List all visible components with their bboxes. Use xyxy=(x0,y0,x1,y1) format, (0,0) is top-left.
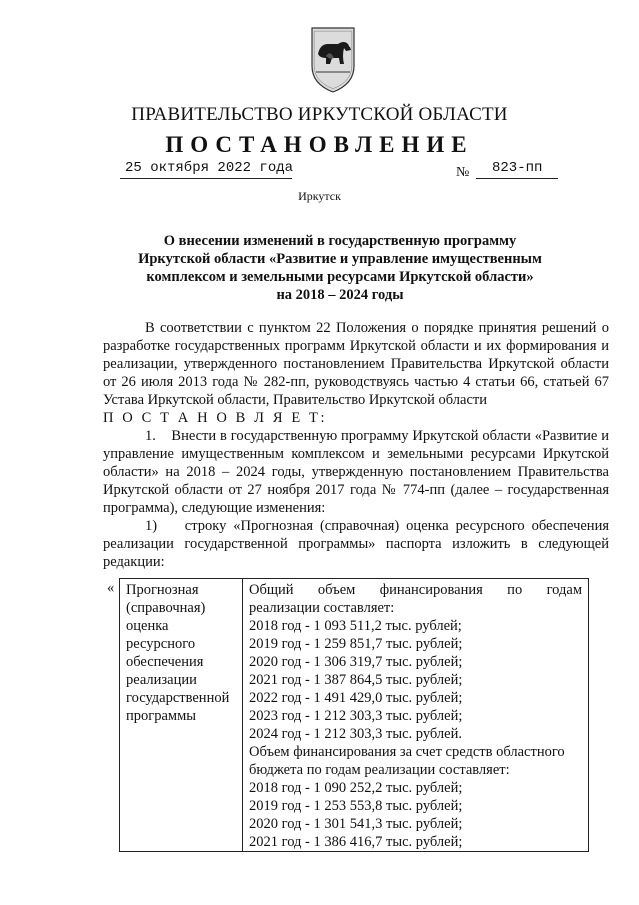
total-funding-row: 2023 год - 1 212 303,3 тыс. рублей; xyxy=(249,708,463,724)
passport-table xyxy=(119,578,589,852)
total-funding-row: 2021 год - 1 387 864,5 тыс. рублей; xyxy=(249,672,463,688)
heading-line: на 2018 – 2024 годы xyxy=(276,287,404,303)
number-sign: № xyxy=(456,165,470,180)
item-1-paragraph: 1. Внести в государственную программу Иркутской области «Развитие и управление имущественным комплексом и земельными ресурсами Иркутской области» на 2018 – 2024 годы, утвержденную постановлением Правительства Иркутской области от 27 ноября 2017 года № 774-пп (далее – государственная программа), следующие изменения: xyxy=(103,428,609,516)
total-funding-row: 2020 год - 1 306 319,7 тыс. рублей; xyxy=(249,654,463,670)
heading-line: комплексом и земельными ресурсами Иркутской области» xyxy=(146,269,534,285)
open-quote: « xyxy=(107,580,115,596)
coat-of-arms-icon xyxy=(304,14,362,94)
total-funding-row: 2018 год - 1 093 511,2 тыс. рублей; xyxy=(249,618,462,634)
label-line: ресурсного xyxy=(126,636,196,652)
total-funding-row: 2024 год - 1 212 303,3 тыс. рублей. xyxy=(249,726,462,742)
regional-funding-row: 2021 год - 1 386 416,7 тыс. рублей; xyxy=(249,834,463,850)
total-funding-row: 2019 год - 1 259 851,7 тыс. рублей; xyxy=(249,636,463,652)
regional-funding-row: 2019 год - 1 253 553,8 тыс. рублей; xyxy=(249,798,463,814)
city-name: Иркутск xyxy=(298,189,341,203)
date-underline xyxy=(120,178,292,179)
total-funding-heading-cont: реализации составляет: xyxy=(249,600,395,616)
label-line: (справочная) xyxy=(126,600,206,616)
decree-word: П О С Т А Н О В Л Я Е Т: xyxy=(103,410,328,426)
heading-line: О внесении изменений в государственную программу xyxy=(163,233,517,249)
label-line: обеспечения xyxy=(126,654,204,670)
label-line: программы xyxy=(126,708,196,724)
regional-funding-row: 2018 год - 1 090 252,2 тыс. рублей; xyxy=(249,780,463,796)
row-value-cell xyxy=(243,579,589,852)
regional-funding-heading-cont: бюджета по годам реализации составляет: xyxy=(249,762,510,778)
document-date: 25 октября 2022 года xyxy=(125,160,294,176)
regional-funding-heading: Объем финансирования за счет средств областного xyxy=(249,744,565,760)
document-type: ПОСТАНОВЛЕНИЕ xyxy=(165,132,474,157)
document-heading xyxy=(120,232,560,304)
total-funding-heading: Общий объем финансирования по годам xyxy=(249,582,582,598)
item-1-1-paragraph: 1) строку «Прогнозная (справочная) оценка ресурсного обеспечения реализации государственной программы» паспорта изложить в следующей редакции: xyxy=(103,518,609,570)
label-line: реализации xyxy=(126,672,197,688)
preamble-paragraph: В соответствии с пунктом 22 Положения о порядке принятия решений о разработке государственных программ Иркутской области и их формирования и реализации, утвержденного постановлением Правительства Иркутской области от 26 июля 2013 года № 282-пп, руководствуясь частью 4 статьи 66, статьей 67 Устава Иркутской области, Правительство Иркутской области xyxy=(103,320,609,408)
heading-line: Иркутской области «Развитие и управление имущественным xyxy=(138,251,542,267)
label-line: государственной xyxy=(126,690,230,706)
document-number: 823-пп xyxy=(492,160,543,176)
label-line: Прогнозная xyxy=(126,582,199,598)
document-body xyxy=(103,319,609,571)
row-label-cell xyxy=(120,579,243,852)
government-name: ПРАВИТЕЛЬСТВО ИРКУТСКОЙ ОБЛАСТИ xyxy=(131,104,508,125)
regional-funding-row: 2020 год - 1 301 541,3 тыс. рублей; xyxy=(249,816,463,832)
total-funding-row: 2022 год - 1 491 429,0 тыс. рублей; xyxy=(249,690,463,706)
number-underline xyxy=(476,178,558,179)
label-line: оценка xyxy=(126,618,169,634)
table-row xyxy=(120,579,589,852)
